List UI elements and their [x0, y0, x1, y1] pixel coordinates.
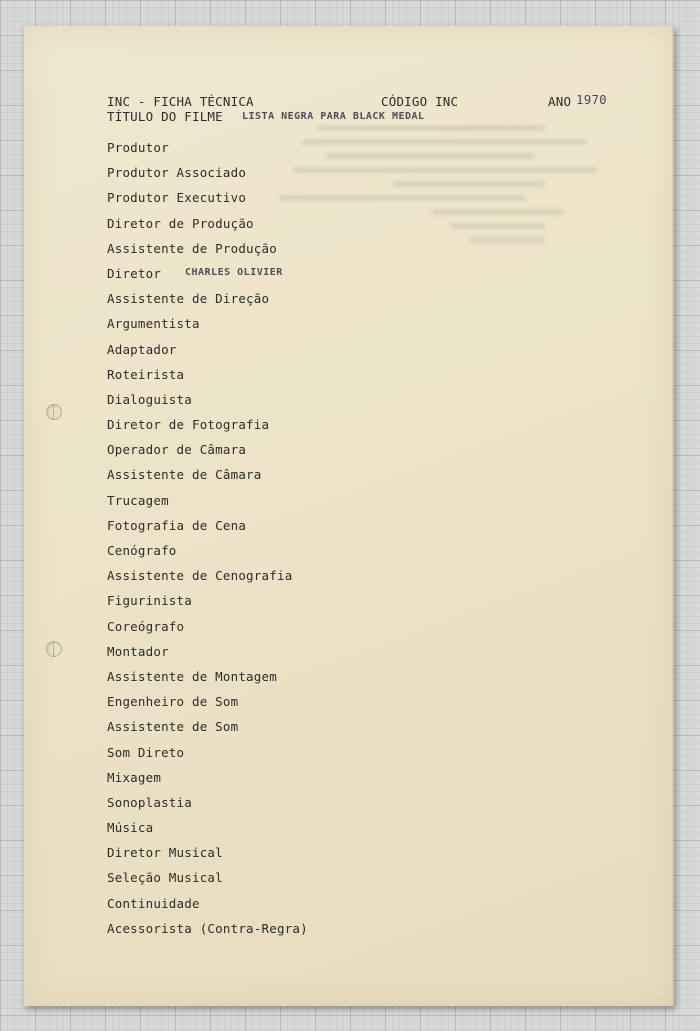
field-row: [107, 461, 308, 486]
field-label: Assistente de Produção: [107, 240, 277, 256]
field-row: [107, 688, 308, 713]
field-label: Acessorista (Contra-Regra): [107, 920, 308, 936]
field-label: Assistente de Som: [107, 719, 239, 735]
field-label: Montador: [107, 643, 169, 659]
field-row: [107, 915, 308, 940]
field-label: Produtor: [107, 140, 169, 155]
field-row: [107, 436, 308, 461]
field-row: [107, 789, 308, 814]
field-label: Operador de Câmara: [107, 442, 247, 458]
field-row: [107, 512, 308, 537]
field-label: Produtor Executivo: [107, 190, 247, 206]
field-label: Assistente de Direção: [107, 291, 270, 307]
credits-field-list: [107, 134, 308, 940]
field-label: Fotografia de Cena: [107, 517, 247, 533]
field-row: [107, 310, 308, 335]
field-label: Coreógrafo: [107, 618, 185, 634]
field-label: Mixagem: [107, 769, 162, 785]
field-row: [107, 487, 308, 512]
code-label: CÓDIGO INC: [381, 94, 459, 109]
field-row: [107, 638, 308, 663]
field-row: [107, 814, 308, 839]
punch-hole-upper: [46, 404, 62, 420]
bleed-through-text: [279, 116, 659, 376]
field-label: Adaptador: [107, 341, 177, 357]
org-title: INC - FICHA TÉCNICA: [107, 94, 254, 109]
document-sheet: [24, 26, 674, 1006]
field-label: Diretor: [107, 265, 162, 281]
field-label: Diretor Musical: [107, 845, 223, 861]
field-value: CHARLES OLIVIER: [185, 266, 283, 278]
field-label: Assistente de Câmara: [107, 467, 262, 483]
field-row: [107, 537, 308, 562]
field-label: Música: [107, 820, 154, 836]
field-label: Figurinista: [107, 593, 192, 609]
field-label: Produtor Associado: [107, 165, 247, 181]
field-row: [107, 562, 308, 587]
field-row: [107, 411, 308, 436]
field-row: [107, 260, 308, 285]
field-row: [107, 361, 308, 386]
field-row: [107, 764, 308, 789]
field-row: [107, 613, 308, 638]
field-row: [107, 587, 308, 612]
year-label: ANO: [548, 94, 572, 109]
film-title-label: TÍTULO DO FILME: [107, 109, 223, 124]
field-label: Assistente de Montagem: [107, 668, 277, 684]
field-row: [107, 134, 308, 159]
field-row: [107, 663, 308, 688]
field-row: [107, 184, 308, 209]
field-row: [107, 159, 308, 184]
field-row: [107, 386, 308, 411]
field-label: Trucagem: [107, 492, 169, 508]
field-label: Diretor de Fotografia: [107, 417, 270, 433]
field-label: Continuidade: [107, 895, 200, 911]
field-label: Roteirista: [107, 366, 185, 382]
field-label: Assistente de Cenografia: [107, 568, 293, 584]
field-label: Sonoplastia: [107, 794, 192, 810]
field-label: Argumentista: [107, 316, 200, 332]
field-row: [107, 839, 308, 864]
field-row: [107, 890, 308, 915]
film-title-value: LISTA NEGRA PARA BLACK MEDAL: [242, 111, 425, 122]
field-label: Engenheiro de Som: [107, 694, 239, 710]
field-label: Som Direto: [107, 744, 185, 760]
field-label: Cenógrafo: [107, 543, 177, 558]
field-label: Diretor de Produção: [107, 215, 254, 231]
field-row: [107, 285, 308, 310]
field-row: [107, 210, 308, 235]
field-row: [107, 864, 308, 889]
field-row: [107, 739, 308, 764]
field-row: [107, 235, 308, 260]
punch-hole-lower: [46, 641, 62, 657]
field-row: [107, 713, 308, 738]
year-value: 1970: [576, 92, 607, 107]
field-label: Seleção Musical: [107, 870, 223, 886]
field-row: [107, 336, 308, 361]
field-label: Dialoguista: [107, 391, 192, 407]
